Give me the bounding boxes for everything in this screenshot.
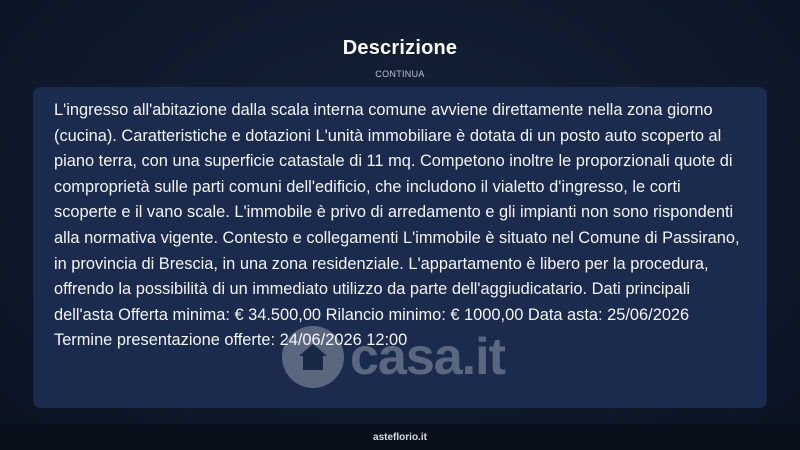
- source-credit: asteflorio.it: [373, 432, 427, 443]
- description-card: [33, 87, 767, 408]
- continue-label: CONTINUA: [375, 69, 425, 79]
- page-title: Descrizione: [342, 37, 458, 59]
- watermark-text: casa.it: [350, 328, 505, 386]
- description-text: L'ingresso all'abitazione dalla scala interna comune avviene direttamente nella zona giorno (cucina). Caratteristiche e dotazioni L'unità immobiliare è dotata di un posto auto scoperto al piano terra, con una superficie catastale di 11 mq. Competono inoltre le proporzionali quote di comproprietà sulle parti comuni dell'edificio, che includono il vialetto d'ingresso, le corti scoperte e il vano scale. L'immobile è privo di arredamento e gli impianti non sono rispondenti alla normativa vigente. Contesto e collegamenti L'immobile è situato nel Comune di Passirano, in provincia di Brescia, in una zona residenziale. L'appartamento è libero per la procedura, offrendo la possibilità di un immediato utilizzo da parte dell'aggiudicatario. Dati principali dell'asta Offerta minima: € 34.500,00 Rilancio minimo: € 1000,00 Data asta: 25/06/2026 Termine presentazione offerte: 24/06/2026 12:00: [54, 101, 740, 350]
